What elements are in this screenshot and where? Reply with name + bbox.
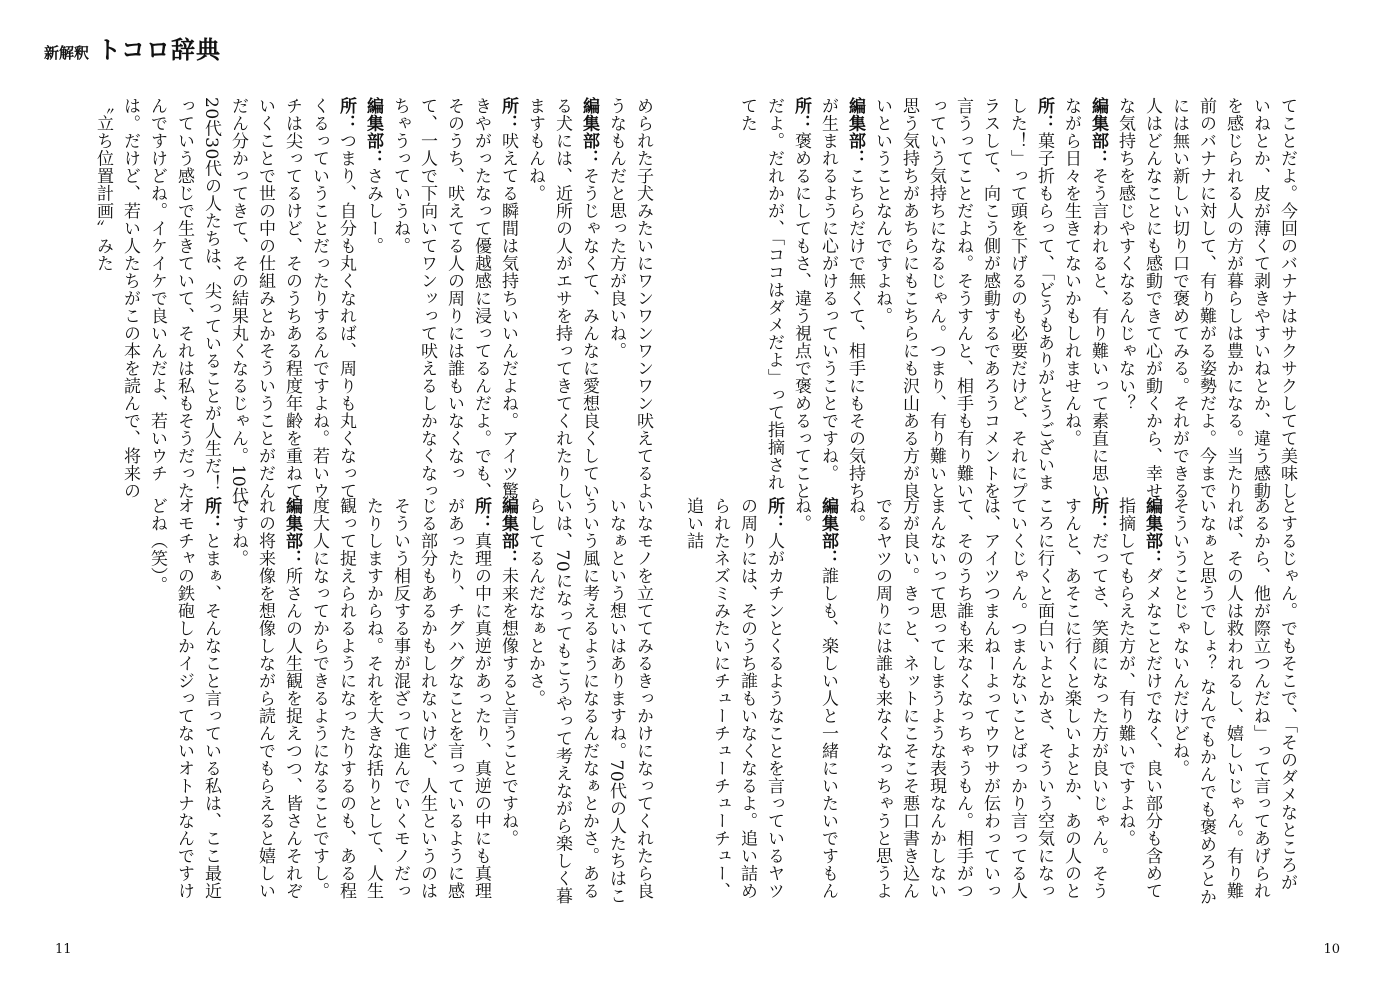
dialogue-text: 褒めるにしてもさ、違う視点で褒めるってことだよ。だれかが、「ココはダメだよ」って指摘されてた (737, 97, 811, 500)
dialogue-paragraph (1057, 97, 1111, 507)
speaker-label: 編集部： (1142, 497, 1162, 567)
speaker-label: 編集部： (845, 97, 865, 167)
dialogue-text: いなモノを立ててみるきっかけになってくれたら良いなぁという想いはありますね。70代の人たちはこういう風に考えるようになるんだなぁとかさ。あるいは、70になってもこうやって考えながら楽しく暮らしてるんだなぁとかさ。 (525, 497, 653, 905)
speaker-label: 編集部： (363, 97, 383, 167)
speaker-label: 所： (498, 97, 518, 132)
dialogue-paragraph (359, 97, 386, 507)
header-title: トコロ辞典 (97, 36, 222, 64)
dialogue-paragraph (733, 97, 814, 507)
speaker-label: 所： (201, 497, 221, 532)
speaker-label: 所： (471, 497, 491, 532)
dialogue-text: 未来を想像すると言うことですね。 (498, 567, 518, 847)
dialogue-text: とまぁ、そんなこと言っている私は、ここ最近オモチャの鉄砲しかイジってないオトナなんですけどね（笑）。 (147, 497, 221, 900)
dialogue-paragraph (1165, 497, 1300, 907)
speaker-label: 編集部： (1088, 97, 1108, 167)
dialogue-text: 菓子折もらって、「どうもありがとうございました！」って頭を下げるのも必要だけど、それにプラスして、向こう側が感動するであろうコメントを言うってことだよね。そうすんと、相手も有り難いっていう気持ちになるじゃん。つまり、有り難いと思う気持ちがあちらにもこちらにも沢山ある方が良いということなんですよね。 (872, 97, 1054, 500)
dialogue-text: ダメなことだけでなく、良い部分も含めて指摘してもらえた方が、有り難いですよね。 (1115, 497, 1162, 900)
speaker-label: 所： (764, 497, 784, 532)
page-number-left: 11 (55, 942, 72, 957)
dialogue-text: 真理の中に真逆があったり、真逆の中にも真理があったり、チグハグなことを言っているように感じる部分もあるかもしれないけど、人生というのはそういう相反する事が混ざって進んでいくモノだったりしますからね。それを大きな括りとして、人生観って捉えられるようになったりするのも、ある程度大人になってからできるようになることですし。 (309, 497, 491, 900)
speaker-label: 編集部： (579, 97, 599, 167)
dialogue-paragraph (679, 497, 787, 907)
speaker-label: 編集部： (282, 497, 302, 567)
dialogue-paragraph (89, 97, 359, 507)
speaker-label: 所： (1034, 97, 1054, 132)
header-label-small: 新解釈 (44, 44, 90, 62)
dialogue-paragraph (602, 97, 656, 507)
dialogue-paragraph (1111, 97, 1300, 507)
dialogue-paragraph (814, 97, 868, 507)
dialogue-paragraph (224, 497, 305, 907)
page-number-right: 10 (1323, 942, 1340, 957)
speaker-label: 所： (791, 97, 811, 132)
dialogue-text: 所さんの人生観を捉えつつ、皆さんそれぞれの将来像を想像しながら読んでもらえると嬉しいですね。 (228, 497, 302, 900)
dialogue-text: 吠えてる瞬間は気持ちいいんだよね。アイツ驚きやがったなって優越感に浸ってるんだよ。でも、そのうち、吠えてる人の周りには誰もいなくなって、一人で下向いてワンッって吠えるしかなくなっちゃうっていうね。 (390, 97, 518, 500)
right-page-top-block (710, 97, 1300, 507)
dialogue-text: こちらだけで無くて、相手にもその気持ちが生まれるように心がけるっていうことですね。 (818, 97, 865, 500)
dialogue-paragraph (841, 497, 1111, 907)
dialogue-text: だってさ、笑顔になった方が良いじゃん。そうすんと、あそこに行くと楽しいよとか、あの人のところに行くと面白いよとかさ、そういう空気になっていくじゃん。つまんないことばっかり言ってる人は、アイツつまんねーよってウワサが伝わっていって、そのうち誰も来なくなっちゃうもん。相手がつまんないって思ってしまうような表現なんかしない方が良い。きっと、ネットにこそこそ悪口書き込んでるヤツの周りには誰も来なくなっちゃうと思うよね。 (845, 497, 1108, 900)
dialogue-paragraph (521, 97, 602, 507)
dialogue-text: そう言われると、有り難いって素直に思いながら日々を生きてないかもしれませんね。 (1061, 97, 1108, 500)
dialogue-text: つまり、自分も丸くなれば、周りも丸くなってくるっていうことだったりするんですよね。若いウチは尖ってるけど、そのうちある程度年齢を重ねていくことで世の中の仕組みとかそういうことがだんだん分かってきて、その結果丸くなるじゃん。10代20代30代の人たちは、尖っていることが人生だ！っていう感じで生きていて、それは私もそうだったんですけどね。イケイケで良いんだよ、若いウチは。だけど、若い人たちがこの本を読んで、将来の〝立ち位置計画〟みた (93, 97, 356, 505)
dialogue-text: 誰しも、楽しい人と一緒にいたいですもんね。 (791, 497, 838, 900)
page-header (44, 30, 221, 65)
dialogue-text: てことだよ。今回のバナナはサクサクしてて美味しいねとか、皮が薄くて剥きやすいねとか、違う感動を感じられる人の方が暮らしは豊かになる。当たり前のバナナに対して、有り難がる姿勢だよ。今までには無い新しい切り口で褒めてみる。それができる人はどんなことにも感動できて心が動くから、幸せな気持ちを感じやすくなるんじゃない？ (1115, 97, 1297, 500)
dialogue-text: められた子犬みたいにワンワンワンワン吠えてるようなもんだと思った方が良いね。 (606, 97, 653, 500)
dialogue-paragraph (868, 97, 1057, 507)
dialogue-paragraph (305, 497, 494, 907)
dialogue-paragraph (1111, 497, 1165, 907)
dialogue-text: さみしー。 (363, 167, 383, 255)
right-page-bottom-block (683, 497, 1300, 907)
dialogue-paragraph (787, 497, 841, 907)
left-page-bottom-block (96, 497, 656, 907)
speaker-label: 所： (336, 97, 356, 132)
dialogue-text: とするじゃん。でもそこで、「そのダメなところがあるから、他が際立つんだね」って言ってあげられれば、その人は救われるし、嬉しいじゃん。有り難いなぁと思うでしょ？ なんでもかんでも褒めろとかそういうことじゃないんだけどね。 (1169, 497, 1297, 906)
speaker-label: 編集部： (498, 497, 518, 567)
dialogue-text: 人がカチンとくるようなことを言っているヤツの周りには、そのうち誰もいなくなるよ。追い詰められたネズミみたいにチューチューチューチュー、追い詰 (683, 497, 784, 900)
dialogue-paragraph (521, 497, 656, 907)
speaker-label: 編集部： (818, 497, 838, 567)
dialogue-paragraph (143, 497, 224, 907)
dialogue-paragraph (494, 497, 521, 907)
speaker-label: 所： (1088, 497, 1108, 532)
dialogue-text: そうじゃなくて、みんなに愛想良くしている犬には、近所の人がエサを持ってきてくれたりしますもんね。 (525, 97, 599, 500)
left-page-top-block (93, 97, 656, 507)
dialogue-paragraph (386, 97, 521, 507)
